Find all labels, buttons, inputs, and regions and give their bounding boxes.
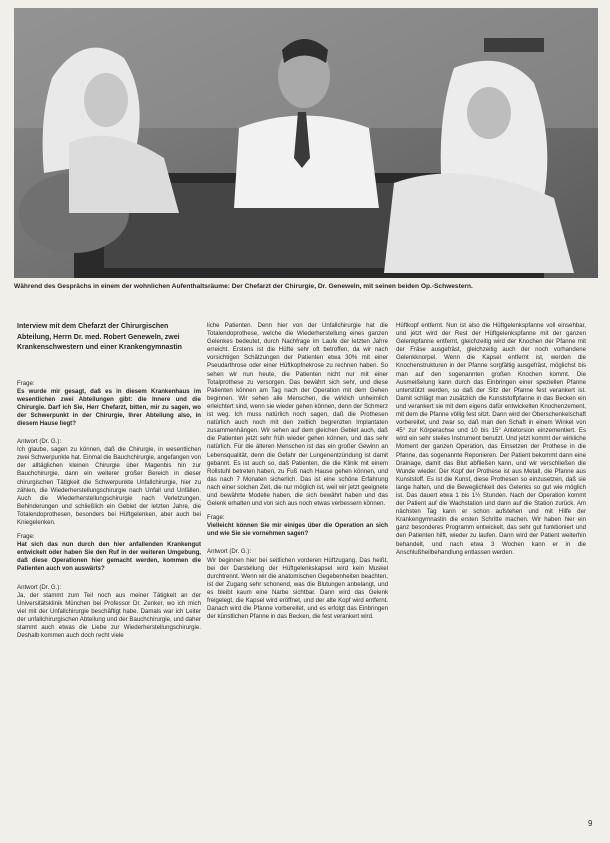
answer-text: Ja, der stammt zum Teil noch aus meiner Tätigkeit an der Universitätsklinik München bei Professor Dr. Zenker, wo ich mich viel mit der Unfallchirurgie beschäftigt habe. Damals war ich Leiter der unfallchirurgischen Abteilung und der Bauchchirurgie, und daher stammt auch etwas die Liebe zur Wiederherstellungschirurgie. Deshalb kommen auch doch recht viele bbox=[17, 591, 201, 640]
body-paragraph: liche Patienten. Denn hier von der Unfallchirurgie hat die Totalendoprothese, welche die Wiederherstellung eines ganzen Gelenkes bedeutet, durch Nachfrage im Laufe der letzten Jahre erreicht. Erstens ist die Hüfte sehr oft betroffen, da wir nach vorsichtigen Schätzungen der Patienten etwa 30% mit einer Pseudarthrose oder einer Hüftkopfnekrose zu rechnen haben. So sehen wir nun heute, die Patienten nicht nur mit einer Totalprothese zu versorgen. Das bewährt sich sehr, und diese Patienten können am Tag nach der Operation mit dem Gehen beginnen. Wir sehen alle Menschen, die wirklich unheimlich erleichtert sind, wenn sie wieder gehen können, denn der Schmerz ist weg. Ich muss natürlich noch sagen, daß die Prothesen natürlich auch noch mit den zeitlich begrenzten Implantaten zusammenhängen. Wir sehen auf dem gleichen Gebiet auch, daß die Patienten jetzt sehr früh wieder gehen können, und das sehr natürlich. Für die älteren Menschen ist das ein großer Gewinn an Lebensqualität, denn die Gefahr der Lungenentzündung ist damit gebannt. Es ist auch so, daß Patienten, die die Klinik mit einem Rollstuhl betreten haben, zu Fuß nach Hause gehen können, und das nach 7 Monaten sicherlich. Das ist eine schöne Erfahrung nach einer solchen Zeit, die nur möglich ist, weil wir jetzt geeignete und bewährte Modelle haben, die sich bewährt haben und das Gelenk erhalten und von sich aus noch etwas verbessern können. bbox=[207, 322, 388, 508]
question-label: Frage: bbox=[17, 379, 35, 387]
photo-caption: Während des Gesprächs in einem der wohnlichen Aufenthaltsräume: Der Chefarzt der Chirurgie, Dr. Geneweln, mit seinen beiden Op.-Schwestern. bbox=[14, 283, 473, 290]
answer-text: Ich glaube, sagen zu können, daß die Chirurgie, in wesentlichen zwei Schwerpunkte hat. Einmal die Bauchchirurgie, angefangen von der alltäglichen kleinen Chirurgie über Magenbis hin zur Bauchchirurgie, dann ein weiterer großer Bereich in dieser chirurgischen Tätigkeit die Schwerpunkte Unfallchirurgie, hier zu zählen, die Wiederherstellungschirurgie nach Unfall und Unfällen. Auch die Wiederherstellungschirurgie nach Verletzungen, Behinderungen und schließlich ein Gebiet der letzten Jahre, die Totalendoprothesen, besonders bei Hüftgelenken, aber auch bei Kniegelenken. bbox=[17, 446, 201, 526]
photo-illustration bbox=[14, 8, 598, 278]
column-2 bbox=[207, 322, 388, 827]
question-text: Hat sich das nun durch den hier anfallenden Krankengut entwickelt oder haben Sie den Ruf in der weiteren Umgebung, daß diese Operationen hier gemacht werden, kommen die Patienten auch von auswärts? bbox=[17, 541, 201, 573]
page-number: 9 bbox=[588, 819, 593, 828]
question-text: Vielleicht können Sie mir einiges über die Operation an sich und wie Sie sie vornehmen sagen? bbox=[207, 522, 388, 538]
answer-label: Antwort (Dr. G.): bbox=[17, 438, 62, 446]
question-text: Es wurde mir gesagt, daß es in diesem Krankenhaus im wesentlichen zwei Abteilungen gibt: die Innere und die Chirurgie. Darf ich Sie, Herr Chefarzt, bitten, mir zu sagen, wo der Schwerpunkt in der Chirurgie, Ihrer Abteilung also, in diesem Hause liegt? bbox=[17, 387, 201, 427]
question-label: Frage: bbox=[207, 514, 225, 522]
interview-heading: Interview mit dem Chefarzt der Chirurgischen Abteilung, Herrn Dr. med. Robert Geneweln, zwei Krankenschwestern und einer Krankengymnastin bbox=[17, 323, 182, 351]
body-paragraph: Hüftkopf entfernt. Nun ist also die Hüftgelenkspfanne voll einsehbar, und jetzt wird der Rest der Hüftgelenkspfanne mit der ganzen Gelenkpfanne entfernt, gleichzeitig wird der Knochen der Pfanne mit der Fräse ausgefräst, gleichzeitig auch der noch vorhandene Gelenkknorpel. Wenn die Kapsel entfernt ist, werden die Knochenstrukturen in der Pfanne sorgfältig ausgefräst, möglichst bis man auf den sogenannten großen Knochen kommt. Die Ausmeißelung kann durch das Einbringen einer speziellen Pfanne unterstützt werden, so daß der Sitz der Pfanne fest verankert ist. Damit schlägt man zusätzlich die Kunststoffpfanne in das Becken ein und verankert sie mit dem eigens dafür entwickelten Knochenzement, mit dem die Pfanne völlig fest sitzt. Dann wird der Oberschenkelschaft vorbereitet, und zwar so, daß man den Schaft in einem Winkel von 45° zur Körperachse und 10 bis 15° Antetorsion einzementiert. Es wird ein sehr steiles Instrument benutzt. Und jetzt kommt der wirkliche Moment der ganzen Operation, das Einsetzen der Prothese in die Pfanne, das sogenannte Reponieren. Der Patient bekommt dann eine Drainage, damit das Blut abfließen kann, und wir verschließen die Wunde wieder. Der Kopf der Prothese ist aus Metall, die Pfanne aus Kunststoff. Es ist die Kunst, diese Prothesen so einzusetzen, daß sie lange halten, und die Beweglichkeit des Gelenks so gut wie möglich ist. Das dauert etwa 1 bis 1½ Stunden. Nach der Operation kommt der Patient auf die Wachstation und dann auf die Station zurück. Am nächsten Tag kann er schon aufstehen und mit Hilfe der Krankengymnastin die ersten Schritte machen. Wir haben hier ein ganz besonderes Programm entwickelt, das sehr gut funktioniert und den Patienten hilft, wieder zu laufen. Dann wird der Patient weiterhin behandelt, und nach etwa 3 Wochen kann er in die Anschlußheilbehandlung entlassen werden. bbox=[396, 322, 586, 556]
interview-photo bbox=[14, 8, 598, 278]
column-3 bbox=[396, 322, 586, 817]
question-label: Frage: bbox=[17, 533, 35, 541]
answer-text: Wir beginnen hier bei seitlichen vorderen Hüftzugang. Das heißt, bei der Darstellung der Hüftgelenkskapsel wird kein Muskel durchtrennt. Wenn wir die anatomischen Gegebenheiten beachten, ist der Zugang sehr schonend, was die Blutungen anbelangt, und es bleibt kaum eine Narbe sichtbar. Dann wird das Gelenk freigelegt, die Kapsel wird eröffnet, und der alte Kopf wird entfernt. Danach wird die Pfanne vorbereitet, und es erfolgt das Einbringen der künstlichen Pfanne in das Becken, die fest verankert wird. bbox=[207, 556, 388, 621]
answer-label: Antwort (Dr. G.): bbox=[207, 548, 252, 556]
column-1 bbox=[17, 322, 201, 822]
answer-label: Antwort (Dr. G.): bbox=[17, 583, 62, 591]
